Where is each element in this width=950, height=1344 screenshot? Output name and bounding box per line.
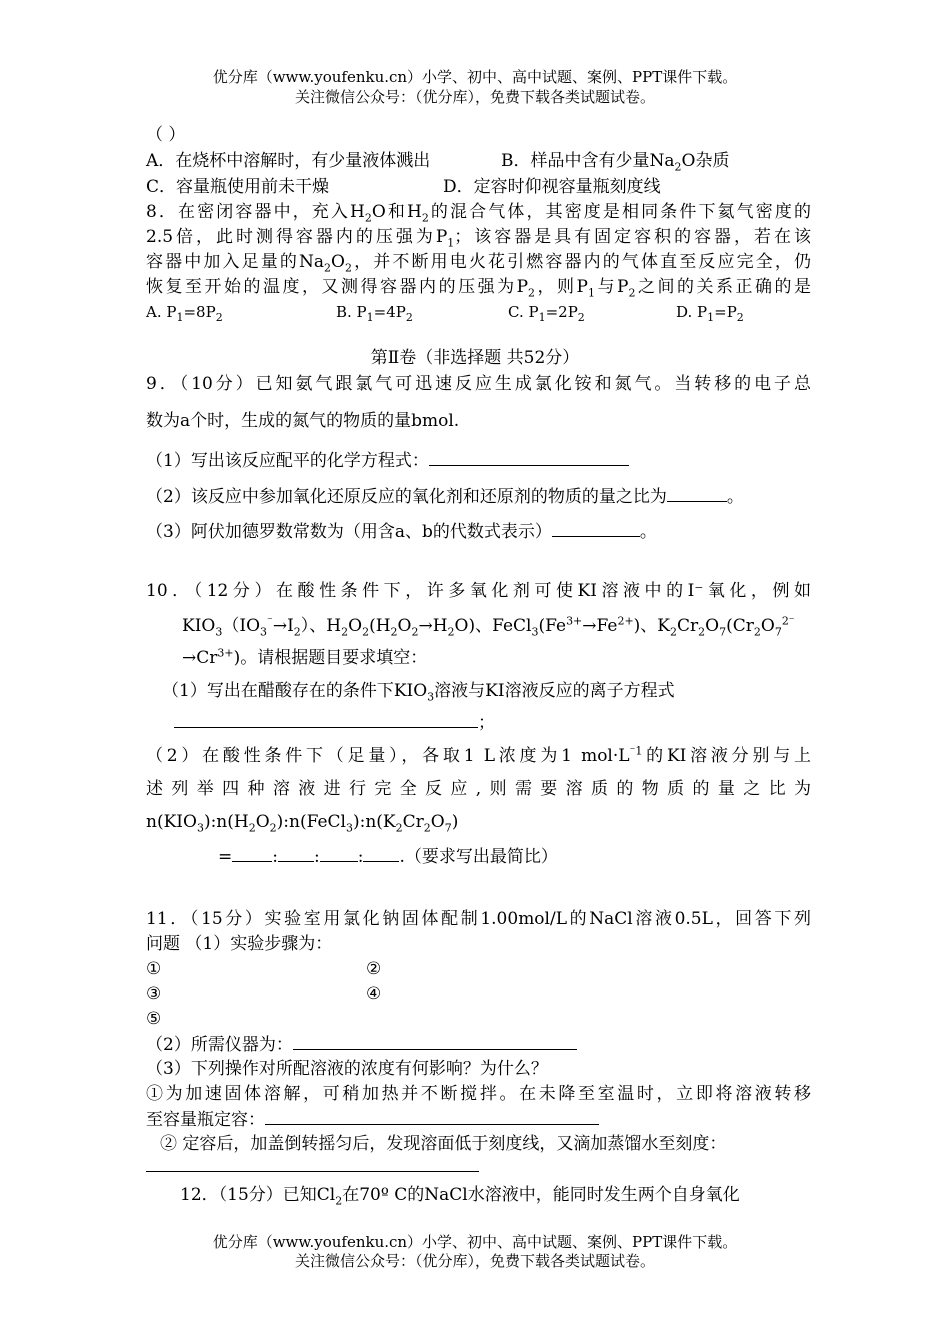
q9-part-2: （2）该反应中参加氧化还原反应的氧化剂和还原剂的物质的量之比为 。 xyxy=(146,487,744,507)
q10-part-2-line-2: 述列举四种溶液进行完全反应,则需要溶质的物质的量之比为 xyxy=(146,779,811,799)
q10-line-2: $KIO_3(IO_3^{^-}\to I_2)$、$H_2O_2(H_2O_2\to H_2O)$、$FeCl_3(Fe^{3+}\to Fe^{2+})$、$K_2Cr_2O_7(Cr_2O_7^{2^-}$ xyxy=(182,614,795,639)
q10-part-2-line-1: （2）在酸性条件下（足量），各取1 L浓度为1 $mol\cdot L^{^-1}$的KI溶液分别与上 xyxy=(146,744,812,766)
q11-step-1: ① xyxy=(146,959,162,979)
q7-options-ab xyxy=(146,150,811,172)
q10-part-1: （1）写出在醋酸存在的条件下$KIO_3$溶液与KI溶液反应的离子方程式 xyxy=(162,681,675,704)
q11-line-2: 问题 （1）实验步骤为： xyxy=(146,934,333,954)
q10-part-1-answer: ； xyxy=(174,711,839,734)
q9-blank-3[interactable] xyxy=(552,520,640,537)
q11-step-5: ⑤ xyxy=(146,1009,162,1029)
q11-blank-instruments[interactable] xyxy=(293,1033,577,1050)
q9-line-1: 9．（10分）已知氨气跟氯气可迅速反应生成氯化铵和氮气。当转移的电子总 xyxy=(146,374,811,394)
q12-line-1: 12．（15分）已知$Cl_2$在70º C的NaCl水溶液中，能同时发生两个自身氧化 xyxy=(180,1185,740,1208)
q10-blank-2d[interactable] xyxy=(363,845,399,862)
q8-option-c: C. $P_1=2P_2$ xyxy=(508,303,585,324)
footer-line-2: 关注微信公众号：（优分库），免费下载各类试题试卷。 xyxy=(294,1252,655,1270)
q8-option-b: B. $P_1=4P_2$ xyxy=(336,303,413,324)
q11-blank-3-2[interactable] xyxy=(146,1155,479,1172)
q7-option-d: D．定容时仰视容量瓶刻度线 xyxy=(443,177,661,197)
q9-blank-2[interactable] xyxy=(667,485,727,502)
q8-line-4: 恢复至开始的温度，又测得容器内的压强为$P_2$，则$P_1$与$P_2$之间的关系正确的是 xyxy=(146,277,811,300)
q8-option-a: A. $P_1=8P_2$ xyxy=(146,303,223,324)
q7-option-c: C．容量瓶使用前未干燥 xyxy=(146,177,330,197)
header-line-1: 优分库（www.youfenku.cn）小学、初中、高中试题、案例、PPT课件下载。 xyxy=(212,68,738,86)
q11-part-3-1-line-1: ①为加速固体溶解，可稍加热并不断搅拌。在未降至室温时，立即将溶液转移 xyxy=(146,1084,811,1104)
q11-steps-row-1 xyxy=(146,958,811,980)
q7-option-b: B．样品中含有少量$Na_2O$杂质 xyxy=(501,151,730,174)
q8-options xyxy=(146,301,811,323)
q11-part-3: （3）下列操作对所配溶液的浓度有何影响？为什么？ xyxy=(146,1059,548,1079)
footer-line-1: 优分库（www.youfenku.cn）小学、初中、高中试题、案例、PPT课件下载。 xyxy=(212,1233,738,1251)
q11-part-3-2: ② 定容后，加盖倒转摇匀后，发现溶面低于刻度线，又滴加蒸馏水至刻度： xyxy=(160,1134,727,1154)
q11-step-4: ④ xyxy=(366,984,382,1004)
q10-line-1: 10．（12分）在酸性条件下，许多氧化剂可使KI溶液中的I⁻氧化，例如 xyxy=(146,581,811,601)
q11-step-2: ② xyxy=(366,959,382,979)
q11-blank-3-1[interactable] xyxy=(265,1108,599,1125)
q8-option-d: D. $P_1=P_2$ xyxy=(676,303,744,324)
q11-steps-row-2 xyxy=(146,983,811,1005)
q8-line-3: 容器中加入足量的$Na_2O_2$，并不断用电火花引燃容器内的气体直至反应完全，仍 xyxy=(146,252,812,275)
q10-blank-1[interactable] xyxy=(174,711,478,728)
q10-blank-2b[interactable] xyxy=(278,845,314,862)
q11-part-3-1-line-2: 至容量瓶定容： xyxy=(146,1108,811,1131)
q9-blank-1[interactable] xyxy=(429,449,629,466)
q7-option-a: A．在烧杯中溶解时，有少量液体溅出 xyxy=(146,151,431,171)
q9-line-2: 数为a个时，生成的氮气的物质的量bmol. xyxy=(146,411,460,431)
q11-step-3: ③ xyxy=(146,984,162,1004)
q11-line-1: 11．（15分）实验室用氯化钠固体配制1.00mol/L的NaCl溶液0.5L，回答下列 xyxy=(146,909,811,929)
q9-part-1: （1）写出该反应配平的化学方程式： xyxy=(146,449,811,472)
q10-blank-2a[interactable] xyxy=(232,845,272,862)
section-2-title: 第Ⅱ卷（非选择题 共52分） xyxy=(370,348,580,368)
q10-part-2-line-3: $n(KIO_3):n(H_2O_2):n(FeCl_3):n(K_2Cr_2O_7)$ xyxy=(146,812,459,835)
q8-line-2: 2.5倍，此时测得容器内的压强为$P_1$；该容器是具有固定容积的容器，若在该 xyxy=(146,227,811,250)
q8-line-1: 8．在密闭容器中，充入$H_2O$和$H_2$的混合气体，其密度是相同条件下氦气密度的 xyxy=(146,202,811,225)
q10-line-3: $\to Cr^{3+}$)。请根据题目要求填空： xyxy=(182,646,428,668)
q10-part-2-answer: = : : : .（要求写出最简比） xyxy=(218,847,558,867)
q7-options-cd xyxy=(146,176,811,198)
q11-part-3-2-answer xyxy=(146,1155,811,1178)
q9-part-3: （3）阿伏加德罗数常数为（用含a、b的代数式表示） 。 xyxy=(146,522,657,542)
header-line-2: 关注微信公众号：（优分库），免费下载各类试题试卷。 xyxy=(294,88,655,106)
q10-blank-2c[interactable] xyxy=(320,845,358,862)
q11-part-2: （2）所需仪器为： xyxy=(146,1033,811,1056)
q7-answer-paren: （ ） xyxy=(146,125,186,145)
